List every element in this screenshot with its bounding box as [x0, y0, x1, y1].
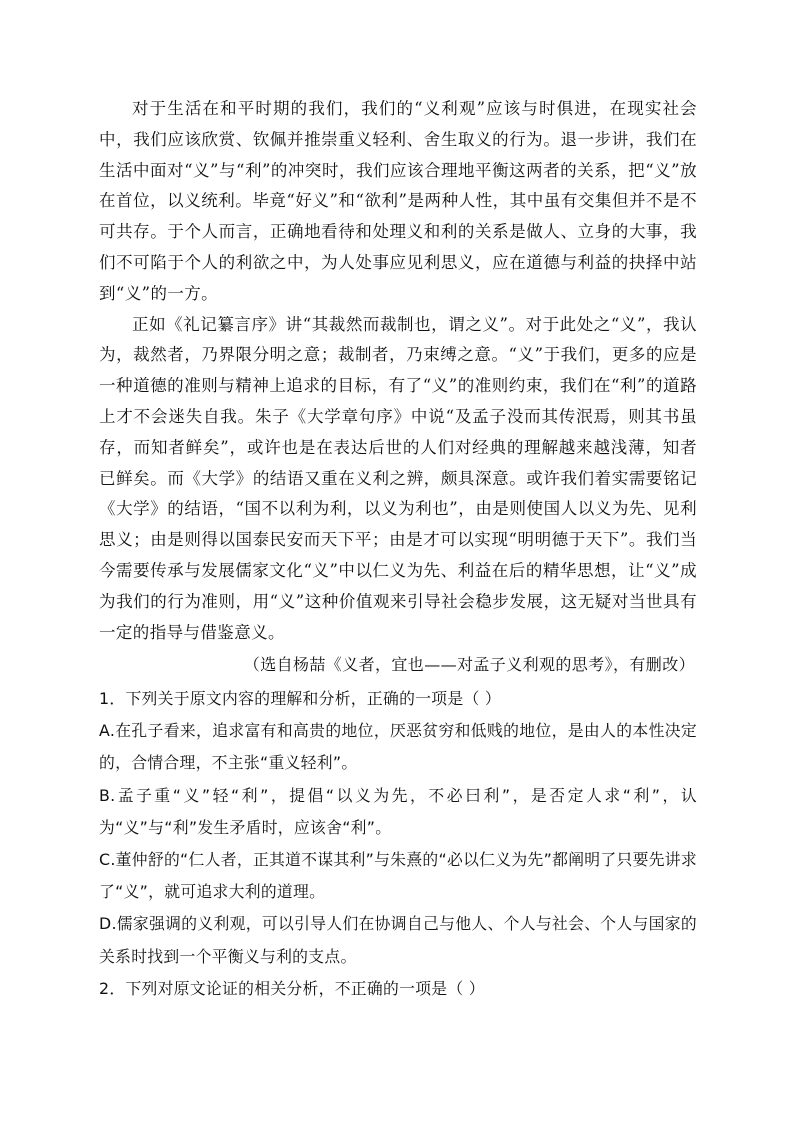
question-2-stem: 2．下列对原文论证的相关分析，不正确的一项是（ ）: [99, 978, 485, 998]
passage-paragraph-1: 对于生活在和平时期的我们，我们的“义利观”应该与时俱进，在现实社会中，我们应该欣赏、钦佩并推崇重义轻利、舍生取义的行为。退一步讲，我们在生活中面对“义”与“利”的冲突时，我们应该合理地平衡这两者的关系，把“义”放在首位，以义统利。毕竟“好义”和“欲利”是两种人性，其中虽有交集但并不是不可共存。于个人而言，正确地看待和处理义和利的关系是做人、立身的大事，我们不可陷于个人的利欲之中，为人处事应见利思义，应在道德与利益的抉择中站到“义”的一方。: [99, 99, 697, 303]
reading-passage: [99, 94, 697, 681]
questions-section: [99, 683, 697, 1005]
passage-paragraph-2: 正如《礼记纂言序》讲“其裁然而裁制也，谓之义”。对于此处之“义”，我认为，裁然者，乃界限分明之意；裁制者，乃束缚之意。“义”于我们，更多的应是一种道德的准则与精神上追求的目标，有了“义”的准则约束，我们在“利”的道路上才不会迷失自我。朱子《大学章句序》中说“及孟子没而其传泯焉，则其书虽存，而知者鲜矣”，或许也是在表达后世的人们对经典的理解越来越浅薄，知者已鲜矣。而《大学》的结语又重在义利之辨，颇具深意。或许我们着实需要铭记《大学》的结语，“国不以利为利，以义为利也”，由是则使国人以义为先、见利思义；由是则得以国泰民安而天下平；由是才可以实现“明明德于天下”。我们当今需要传承与发展儒家文化“义”中以仁义为先、利益在后的精华思想，让“义”成为我们的行为准则，用“义”这种价值观来引导社会稳步发展，这无疑对当世具有一定的指导与借鉴意义。: [99, 314, 697, 642]
question-1-option-c: C.董仲舒的“仁人者，正其道不谋其利”与朱熹的“必以仁义为先”都阐明了只要先讲求了“义”，就可追求大利的道理。: [99, 850, 697, 902]
question-1-option-d: D.儒家强调的义利观，可以引导人们在协调自己与他人、个人与社会、个人与国家的关系时找到一个平衡义与利的支点。: [99, 914, 697, 966]
question-1-option-a: A.在孔子看来，追求富有和高贵的地位，厌恶贫穷和低贱的地位，是由人的本性决定的，合情合理，不主张“重义轻利”。: [99, 721, 697, 773]
passage-source-citation: （选自杨喆《义者，宜也——对孟子义利观的思考》，有删改）: [243, 655, 695, 675]
question-1-stem: 1．下列关于原文内容的理解和分析，正确的一项是（ ）: [99, 689, 501, 708]
question-1-option-b: B.孟子重“义”轻“利”，提倡“以义为先，不必曰利”，是否定人求“利”，认为“义”与“利”发生矛盾时，应该舍“利”。: [99, 785, 697, 837]
